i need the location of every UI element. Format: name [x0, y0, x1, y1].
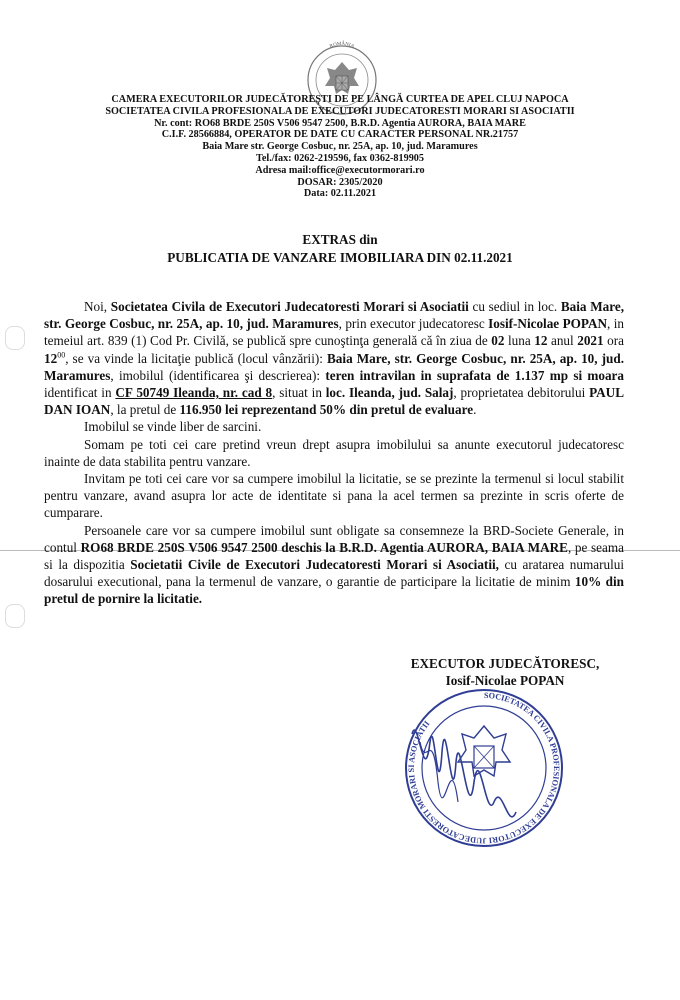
document-title: [40, 231, 640, 267]
title-line-2: PUBLICATIA DE VANZARE IMOBILIARA DIN 02.11.2021: [167, 250, 513, 265]
official-stamp-with-signature: [398, 682, 570, 854]
office-address: Baia Mare str. George Cosbuc, nr. 25A, ap. 10, jud. Maramures: [202, 141, 478, 153]
chamber-name: CAMERA EXECUTORILOR JUDECĂTOREŞTI DE PE LÂNGĂ CURTEA DE APEL CLUJ NAPOCA: [111, 94, 569, 105]
letterhead: [40, 94, 640, 200]
phone-fax: Tel./fax: 0262-219596, fax 0362-819905: [256, 152, 424, 164]
stamp-ring-text: SOCIETATEA CIVILA PROFESIONALA DE EXECUTORI JUDECATORESTI MORARI SI ASOCIATII: [406, 690, 561, 846]
paragraph-guarantee: Persoanele care vor sa cumpere imobilul sunt obligate sa consemneze la BRD-Societe Generale, in contul RO68 BRDE 250S V506 9547 2500 deschis la B.R.D. Agentia AURORA, BAIA MARE, pe seama si la dispozitia Societatii Civile de Executori Judecatoresti Morari si Asociatii, cu aratarea numarului dosarului executional, pana la termenul de vanzare, o garantie de participare la licitatie de minim 10% din pretul de pornire la licitatie.: [44, 522, 625, 607]
title-line-1: EXTRAS din: [302, 232, 378, 247]
paragraph-sale-announcement: Noi, Societatea Civila de Executori Judecatoresti Morari si Asociatii cu sediul in loc. Baia Mare, str. George Cosbuc, nr. 25A, ap. 10, jud. Maramures, prin executor judecatoresc Iosif-Nicolae POPAN, in temeiul art. 839 (1) Cod Pr. Civilă, se publică spre cunoştinţa generală că în ziua de 02 luna 12 anul 2021 ora $12^{00}$, se va vinde la licitaţie publică (locul vânzării): Baia Mare, str. George Cosbuc, nr. 25A, ap. 10, jud. Maramures, imobilul (identificarea şi descrierea): teren intravilan in suprafata de 1.137 mp si moara identificat in CF 50749 Ileanda, nr. cad 8, situat in loc. Ileanda, jud. Salaj, proprietatea debitorului PAUL DAN IOAN, la pretul de 116.950 lei reprezentand 50% din pretul de evaluare.: [44, 299, 625, 418]
signer-name: Iosif-Nicolae POPAN: [445, 673, 565, 688]
seal-label: ROMÂNIA: [329, 41, 355, 50]
document-date: Data: 02.11.2021: [303, 188, 377, 200]
paragraph-no-encumbrances: Imobilul se vinde liber de sarcini.: [84, 419, 262, 435]
scan-margin-mark: [5, 604, 25, 628]
signer-role: EXECUTOR JUDECĂTORESC,: [410, 656, 600, 671]
paragraph-summons: Somam pe toti cei care pretind vreun drept asupra imobilului sa anunte executorul judecatoresc inainte de data stabilita pentru vanzare.: [44, 436, 624, 469]
tax-id: C.I.F. 28566884, OPERATOR DE DATE CU CARACTER PERSONAL NR.21757: [161, 129, 519, 141]
publication-body: [44, 298, 624, 608]
paragraph-invitation: Invitam pe toti cei care vor sa cumpere imobilul la licitatie, se se prezinte la termenul si locul stabilit pentru vanzare, avand asupra lor acte de identitate si pana la acel termen sa prezinte in scris oferte de cumparare.: [44, 471, 624, 521]
bank-account: Nr. cont: RO68 BRDE 250S V506 9547 2500, B.R.D. Agentia AURORA, BAIA MARE: [154, 117, 526, 129]
case-number: DOSAR: 2305/2020: [297, 176, 383, 188]
scan-margin-mark: [5, 326, 25, 350]
company-name: SOCIETATEA CIVILA PROFESIONALA DE EXECUTORI JUDECATORESTI MORARI SI ASOCIATII: [105, 105, 575, 117]
email-address: Adresa mail:office@executormorari.ro: [255, 164, 425, 176]
